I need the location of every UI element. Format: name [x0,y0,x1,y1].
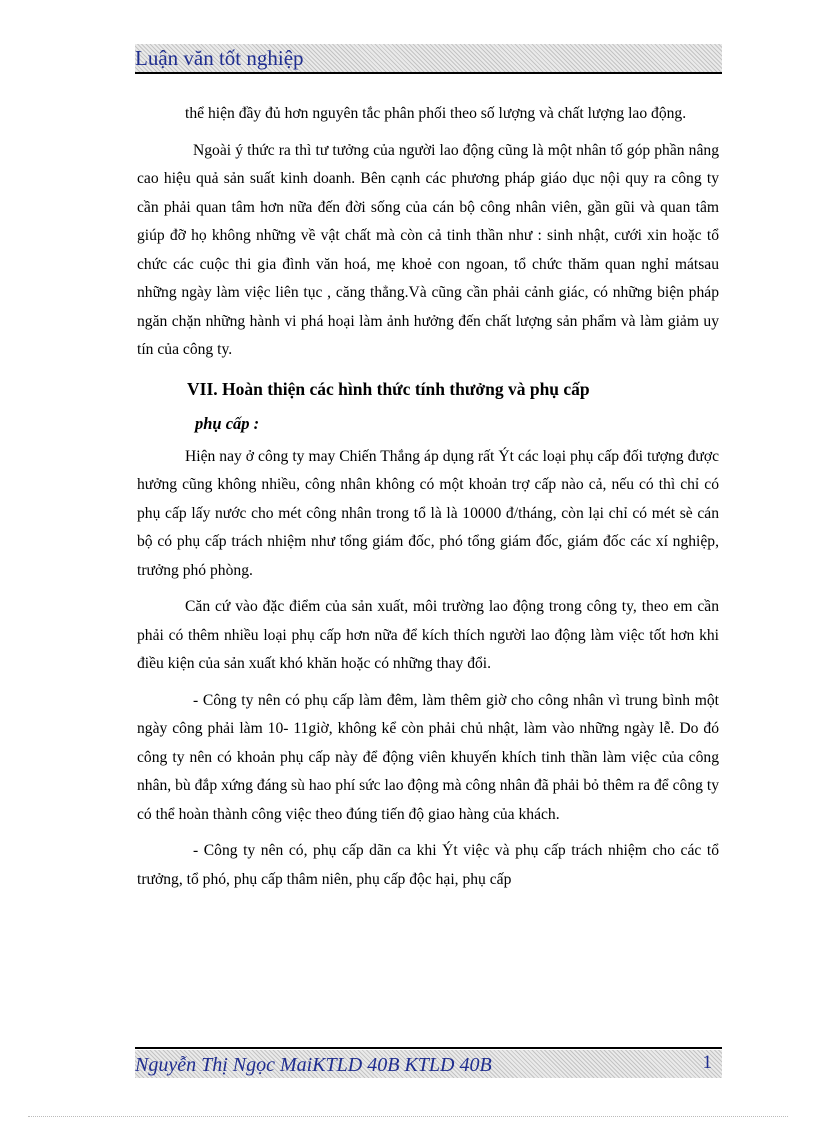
paragraph-6: - Công ty nên có, phụ cấp dãn ca khi Ýt việc và phụ cấp trách nhiệm cho các tổ trưởng, tổ phó, phụ cấp thâm niên, phụ cấp độc hại, phụ cấp [137,842,719,888]
paragraph-2: Ngoài ý thức ra thì tư tưởng của người lao động cũng là một nhân tố góp phần nâng cao hiệu quả sản suất kinh doanh. Bên cạnh các phương pháp giáo dục nội quy ra công ty cần phải quan tâm hơn nữa đến đời sống của cán bộ công nhân viên, gần gũi và quan tâm giúp đỡ họ không những về vật chất mà còn cả tinh thần như : sinh nhật, cưới xin hoặc tổ chức các cuộc thi gia đình văn hoá, mẹ khoẻ con ngoan, tổ chức thăm quan nghỉ mátsau những ngày làm việc liên tục , căng thẳng.Và cũng cần phải cảnh giác, có những biện pháp ngăn chặn những hành vi phá hoại làm ảnh hưởng đến chất lượng sản phẩm và làm giảm uy tín của công ty. [137,141,719,358]
paragraph-4: Căn cứ vào đặc điểm của sản xuất, môi trường lao động trong công ty, theo em cần phải có thêm nhiều loại phụ cấp hơn nữa để kích thích người lao động làm việc tốt hơn khi điều kiện của sản xuất khó khăn hoặc có những thay đổi. [137,598,719,672]
paragraph-3: Hiện nay ở công ty may Chiến Thắng áp dụng rất Ýt các loại phụ cấp đối tượng được hưởng cũng không nhiều, công nhân không có một khoản trợ cấp nào cả, nếu có thì chỉ có phụ cấp lấy nước cho mét công nhân trong tổ là là 10000 đ/tháng, còn lại chỉ có mét sè cán bộ có phụ cấp trách nhiệm như tổng giám đốc, phó tổng giám đốc, giám đốc các xí nghiệp, trưởng phó phòng. [137,447,719,579]
page-footer [135,1050,722,1078]
page-edge-divider [28,1116,788,1117]
page-number: 1 [702,1052,712,1073]
document-body [137,100,719,894]
paragraph-1: thể hiện đầy đủ hơn nguyên tắc phân phối theo số lượng và chất lượng lao động. [185,105,687,122]
header-title: Luận văn tốt nghiệp [135,46,304,70]
sub-heading: phụ cấp : [195,413,260,433]
footer-author: Nguyễn Thị Ngọc MaiKTLD 40B KTLD 40B [135,1054,492,1076]
paragraph-5: - Công ty nên có phụ cấp làm đêm, làm thêm giờ cho công nhân vì trung bình một ngày công phải làm 10- 11giờ, không kể còn phải chủ nhật, làm vào những ngày lễ. Do đó công ty nên có khoản phụ cấp này để động viên khuyến khích tinh thần làm việc của công nhân, bù đắp xứng đáng sù hao phí sức lao động mà công nhân đã phải bỏ thêm ra để công ty có thể hoàn thành công việc theo đúng tiến độ giao hàng của khách. [137,691,719,823]
section-heading: VII. Hoàn thiện các hình thức tính thưởng và phụ cấp [187,378,590,399]
page-header [135,44,722,74]
footer-rule [135,1047,722,1049]
